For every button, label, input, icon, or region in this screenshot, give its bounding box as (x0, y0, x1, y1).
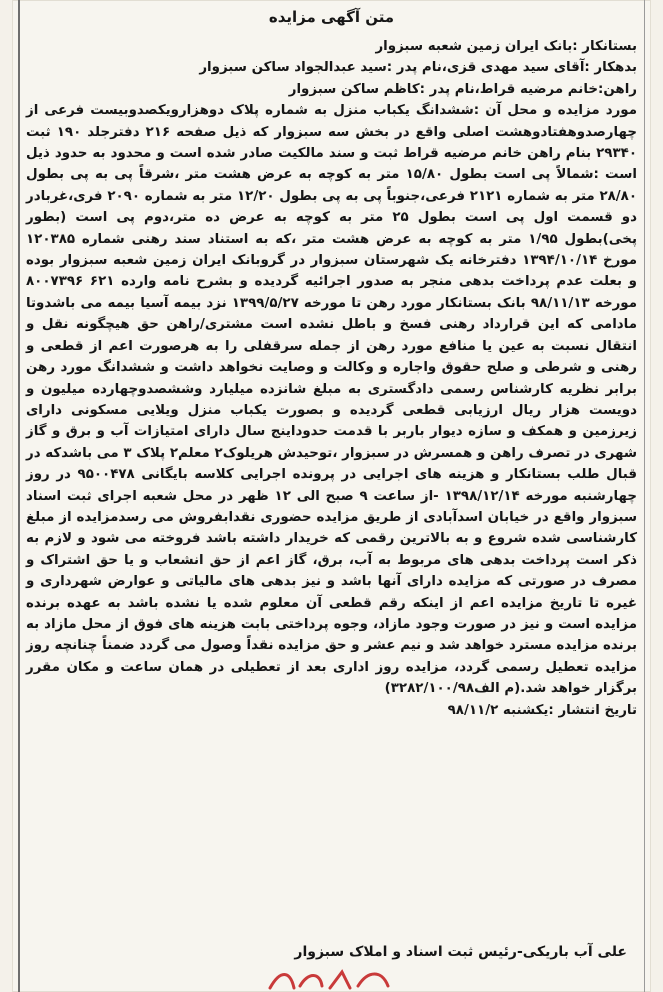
notice-sheet (12, 0, 651, 992)
debtor-line: بدهکار :آقای سید مهدی قزی،نام پدر :سید عبدالجواد ساکن سبزوار (199, 60, 637, 76)
left-border-line (18, 0, 20, 992)
stamp-mark (260, 962, 410, 992)
notice-body: مورد مزایده و محل آن :ششدانگ یکباب منزل به شماره پلاک دوهزارویکصدوبیست فرعی از چهارصدوهفتادوهشت اصلی واقع در بخش سه سبزوار که ذیل صفحه ۲۱۶ دفترجلد ۱۹۰ ثبت ۲۹۳۴۰ بنام راهن خانم مرضیه قراط ثبت و سند مالکیت صادر شده است و محدود به حدود ذیل است :شمالاً پی است بطول ۱۵/۸۰ متر به کوچه به عرض هشت متر ،شرقاً پی به پی بطول ۲۸/۸۰ متر به شماره ۲۱۲۱ فرعی،جنوباً پی به پی بطول ۱۲/۲۰ متر به شماره ۲۰۹۰ فری،غربادر دو قسمت اول پی است بطول ۲۵ متر به کوچه به عرض ده متر،دوم پی است (بطور پخی)بطول ۱/۹۵ متر به کوچه به عرض هشت متر ،که به استناد سند رهنی شماره ۱۲۰۳۸۵ مورخ ۱۳۹۴/۱۰/۱۴ دفترخانه یک شهرستان سبزوار در گروبانک ایران زمین شعبه سبزوار بوده و بعلت عدم پرداخت بدهی منجر به صدور اجرائیه گردیده و بشرح نامه وارده ۶۲۱ ۸۰۰۷۳۹۶ مورخه ۹۸/۱۱/۱۳ بانک بستانکار مورد رهن تا مورخه ۱۳۹۹/۵/۲۷ نزد بیمه آسیا بیمه می باشدوتا مادامی که این قرارداد رهنی فسخ و باطل نشده است مشتری/راهن حق هیچگونه نقل و انتقال نسبت به عین یا منافع مورد رهن از جمله سرقفلی را به هرصورت اعم از قطعی و رهنی و شرطی و صلح حقوق واجاره و وکالت و وصایت نخواهد داشت و ششدانگ مورد رهن برابر نظریه کارشناس رسمی دادگستری به مبلغ شانزده میلیارد وششصدوچهارده میلیون و دویست هزار ریال ارزیابی قطعی گردیده و بصورت یکباب منزل ویلایی مسکونی دارای زیرزمین و همکف و سازه دیوار باربر با قدمت حدوداینج سال دارای امتیازات آب و برق و گاز شهری در تصرف راهن و همسرش در سبزوار ،توحیدش هریلوک۲ معلم۲ پلاک ۳ می باشدکه در قبال طلب بستانکار و هزینه های اجرایی در پرونده اجرایی کلاسه بایگانی ۹۵۰۰۴۷۸ در روز چهارشنبه مورخه ۱۳۹۸/۱۲/۱۴ -از ساعت ۹ صبح الی ۱۲ ظهر در محل شعبه اجرای ثبت اسناد سبزوار واقع در خیابان اسدآبادی از طریق مزایده حضوری نقدابفروش می رسدمزایده از مبلغ کارشناسی شده شروع و به بالاترین رقمی که خریدار داشته باشد فروخته می شود و لازم به ذکر است پرداخت بدهی های مربوط به آب، برق، گاز اعم از حق انشعاب و یا حق اشتراک و مصرف در صورتی که مزایده دارای آنها باشد و نیز بدهی های مالیاتی و عوارض شهرداری و غیره تا تاریخ مزایده اعم از اینکه رقم قطعی آن معلوم شده یا نشده باشد به عهده برنده مزایده است و نیز در صورت وجود مازاد، وجوه پرداختی بابت هزینه های فوق از محل مازاد به برنده مزایده مسترد خواهد شد و نیم عشر و حق مزایده نقداً وصول می گردد ضمناً چنانچه روز مزایده تعطیل رسمی گردد، مزایده روز اداری بعد از تعطیلی در همان ساعت و مکان مقرر برگزار خواهد شد.(م الف۳۲۸۲/۱۰۰/۹۸) (26, 103, 638, 697)
creditor-line: بستانکار :بانک ایران زمین شعبه سبزوار (375, 39, 637, 54)
mortgagor-line: راهن:خانم مرضیه قراط،نام پدر :کاظم ساکن سبزوار (288, 81, 637, 97)
publish-date: تاریخ انتشار :یکشنبه ۹۸/۱۱/۲ (447, 702, 637, 718)
notice-content (26, 36, 637, 721)
notice-title: متن آگهی مزایده (268, 8, 395, 26)
right-border-line (644, 0, 645, 992)
signature-line: علی آب باریکی-رئیس ثبت اسناد و املاک سبزوار (294, 944, 627, 960)
